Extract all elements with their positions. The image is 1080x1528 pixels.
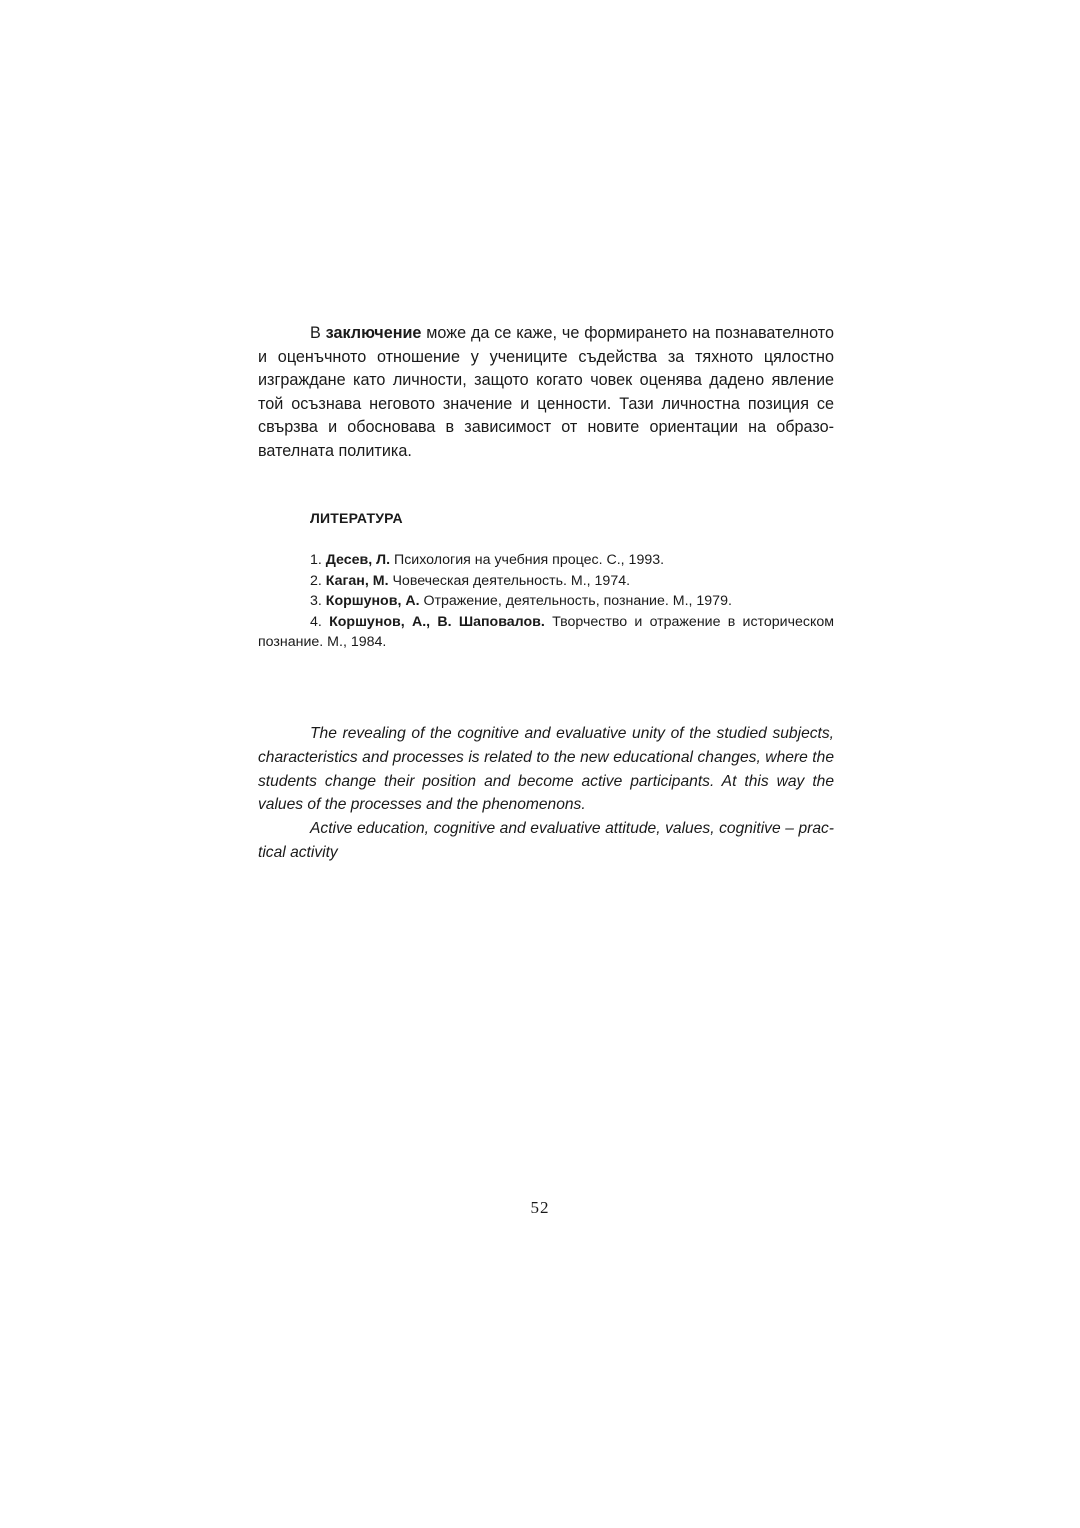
english-abstract — [258, 722, 834, 865]
reference-title: Творчество и отражение в историческом познание. М., 1984. — [258, 613, 834, 650]
reference-item — [258, 612, 834, 653]
reference-title: Отражение, деятельность, познание. М., 1979. — [419, 593, 732, 609]
conclusion-rest: може да се каже, че формирането на познавателното и оценъчното отношение у учениците съдейства за тяхното цялостно изграждане като личности, защото когато човек оценява дадено явление той осъзнава неговото значение и ценности. Тази личностна позиция се свързва и обосновава в зависимост от новите ориентации на образо-вателната политика. — [258, 324, 834, 460]
abstract-keywords: Active education, cognitive and evaluative attitude, values, cognitive – prac-tical activity — [258, 820, 834, 861]
reference-author: Коршунов, А. — [325, 593, 420, 609]
conclusion-section — [258, 322, 834, 464]
reference-title: Психология на учебния процес. С., 1993. — [390, 552, 665, 568]
reference-author: Коршунов, А., В. Шаповалов. — [329, 613, 545, 630]
reference-number: 4. — [310, 613, 330, 630]
reference-number: 3. — [310, 593, 326, 609]
reference-author: Каган, М. — [325, 572, 389, 589]
reference-item — [258, 550, 834, 571]
page-number: 52 — [530, 1198, 550, 1217]
reference-title: Човеческая деятельность. М., 1974. — [388, 572, 631, 589]
reference-list — [258, 550, 834, 653]
reference-number: 1. — [310, 552, 326, 568]
conclusion-lead: В — [310, 324, 326, 342]
conclusion-bold-term: заключение — [325, 324, 422, 342]
conclusion-paragraph — [258, 322, 834, 464]
abstract-summary: The revealing of the cognitive and evaluative unity of the studied subjects, characteristics and processes is related to the new educational changes, where the students change their position and become active participants. At this way the values of the processes and the phenomenons. — [258, 725, 834, 814]
reference-author: Десев, Л. — [325, 552, 391, 568]
literature-heading: ЛИТЕРАТУРА — [310, 510, 403, 526]
reference-number: 2. — [310, 572, 326, 589]
reference-item — [258, 591, 834, 612]
reference-item — [258, 571, 834, 592]
